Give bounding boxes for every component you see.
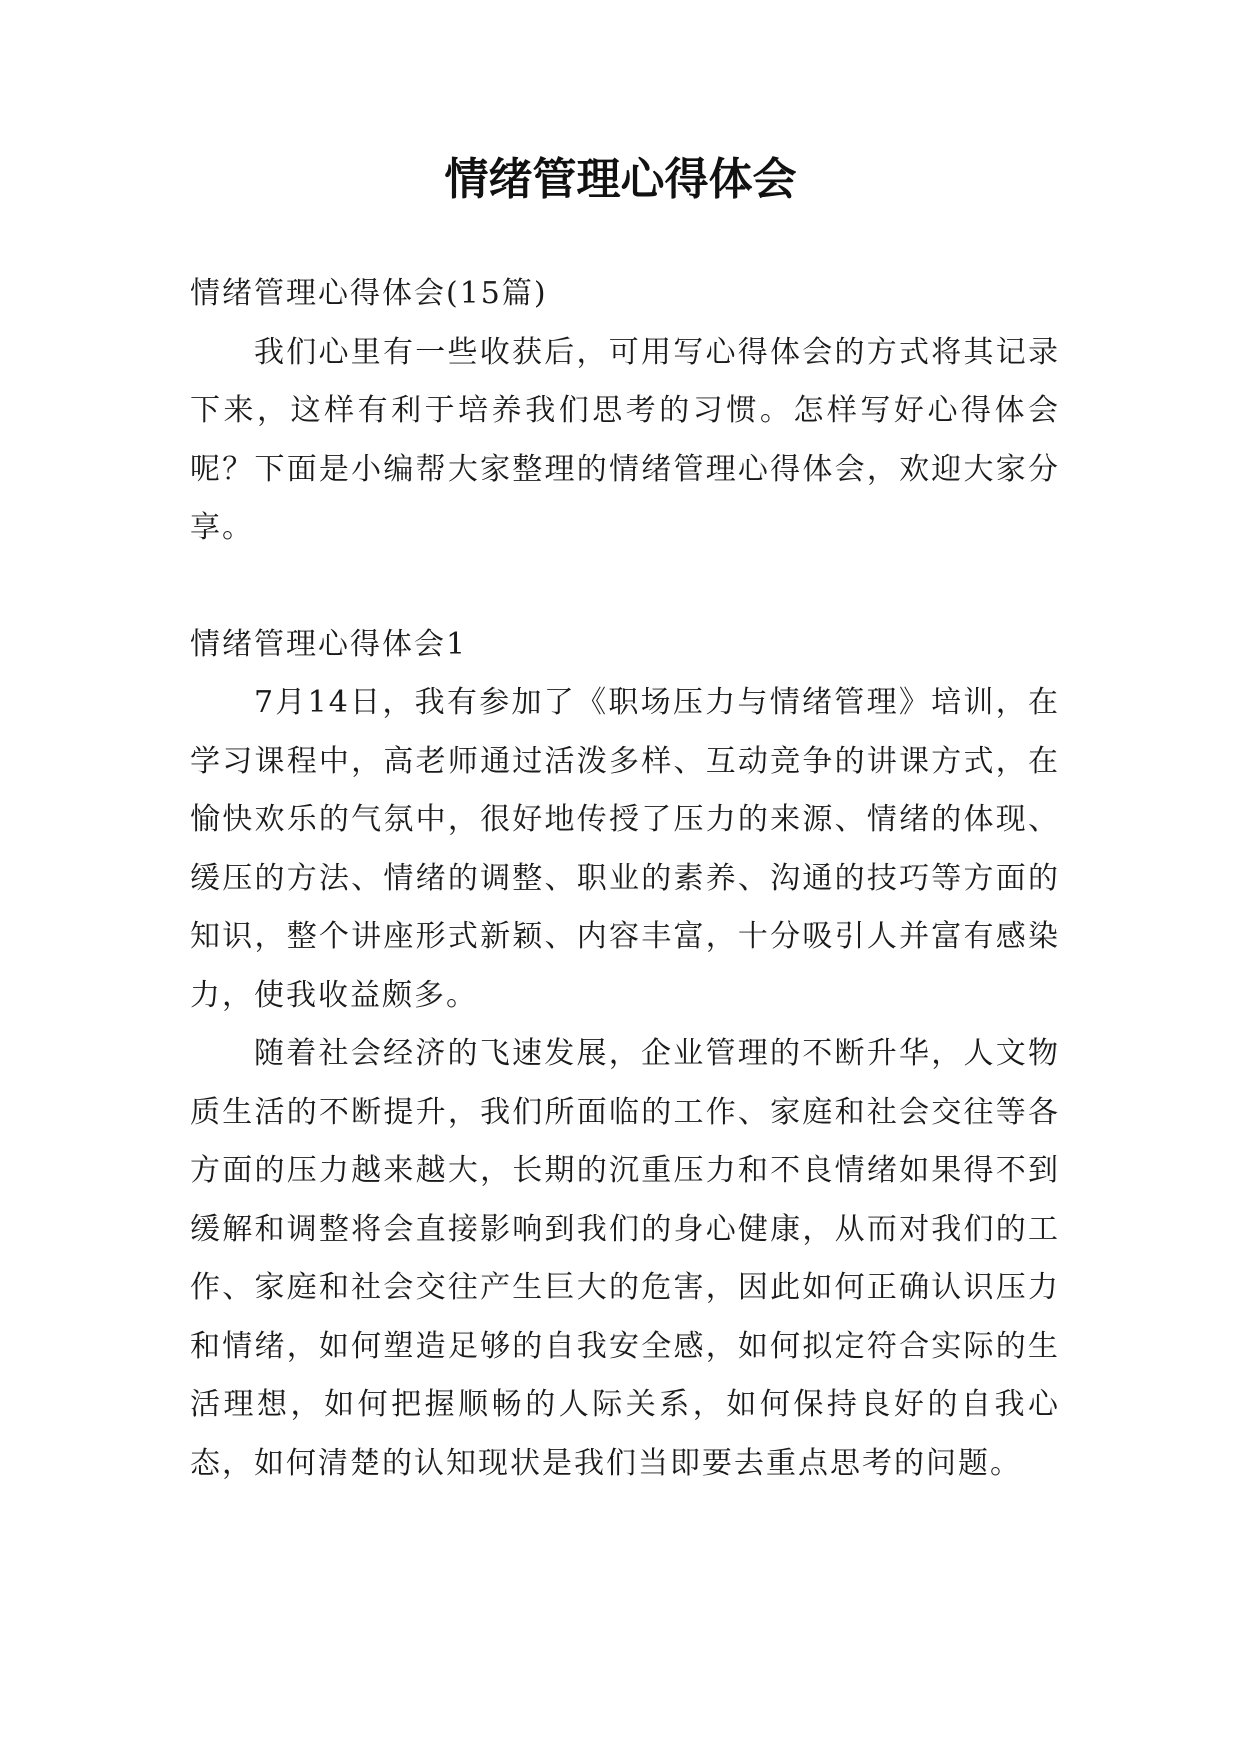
section-spacer: [190, 558, 1060, 616]
document-title: 情绪管理心得体会: [444, 154, 797, 205]
section-heading: 情绪管理心得体会1: [190, 626, 468, 662]
intro-paragraph: 我们心里有一些收获后，可用写心得体会的方式将其记录下来，这样有利于培养我们思考的习惯。怎样写好心得体会呢？下面是小编帮大家整理的情绪管理心得体会，欢迎大家分享。: [190, 334, 1060, 545]
body-paragraph-1: 7月14日，我有参加了《职场压力与情绪管理》培训，在学习课程中，高老师通过活泼多样、互动竞争的讲课方式，在愉快欢乐的气氛中，很好地传授了压力的来源、情绪的体现、缓压的方法、情绪的调整、职业的素养、沟通的技巧等方面的知识，整个讲座形式新颖、内容丰富，十分吸引人并富有感染力，使我收益颇多。: [190, 685, 1060, 1013]
document-body: [190, 265, 1060, 1493]
body-paragraph-2: 随着社会经济的飞速发展，企业管理的不断升华，人文物质生活的不断提升，我们所面临的工作、家庭和社会交往等各方面的压力越来越大，长期的沉重压力和不良情绪如果得不到缓解和调整将会直接影响到我们的身心健康，从而对我们的工作、家庭和社会交往产生巨大的危害，因此如何正确认识压力和情绪，如何塑造足够的自我安全感，如何拟定符合实际的生活理想，如何把握顺畅的人际关系，如何保持良好的自我心态，如何清楚的认知现状是我们当即要去重点思考的问题。: [190, 1036, 1060, 1481]
document-subtitle: 情绪管理心得体会(15篇): [190, 276, 548, 311]
